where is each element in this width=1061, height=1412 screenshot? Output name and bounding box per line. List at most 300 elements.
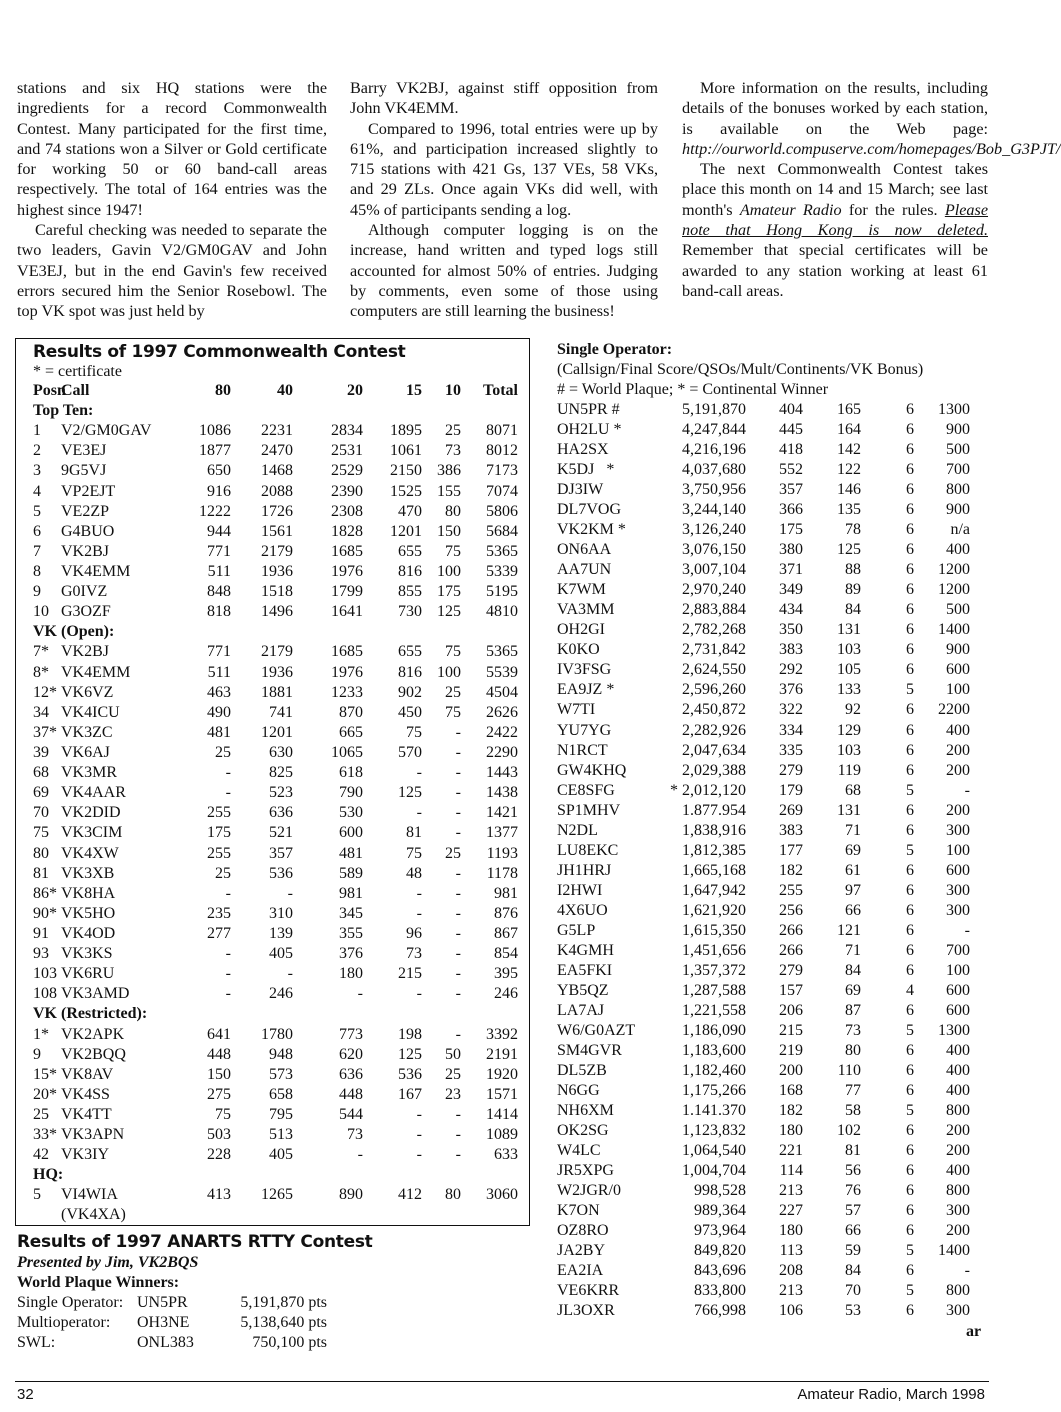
- cell-qsos: 168: [779, 1082, 803, 1100]
- table-row: [16, 984, 531, 1004]
- cell-final-score: 1,621,920: [682, 901, 746, 919]
- cell-callsign: G3OZF: [61, 603, 111, 621]
- cell-vk-bonus: 900: [946, 421, 970, 439]
- cell-final-score: 2,624,550: [682, 661, 746, 679]
- table-row: [16, 1025, 531, 1045]
- cell-vk-bonus: 100: [946, 841, 970, 859]
- cell-vk-bonus: 200: [946, 761, 970, 779]
- winner-row: [17, 1293, 517, 1313]
- cell-vk-bonus: 800: [946, 1102, 970, 1120]
- winner-score: 5,138,640 pts: [240, 1314, 327, 1331]
- cell-mult: 103: [837, 641, 861, 659]
- cell-vk-bonus: 900: [946, 641, 970, 659]
- cell-total: 3060: [486, 1186, 518, 1204]
- cell-callsign: VI4WIA: [61, 1186, 118, 1204]
- table-row: [557, 1161, 992, 1181]
- table-row: [557, 480, 992, 500]
- cell-mult: 105: [837, 661, 861, 679]
- cell-callsign: VK4AAR: [61, 784, 126, 802]
- cell-final-score: 1.877.954: [682, 801, 746, 819]
- cell-total: 1920: [486, 1065, 518, 1083]
- header-band-80: 80: [215, 382, 231, 399]
- table-row: [557, 1261, 992, 1281]
- cell-qsos: 383: [779, 641, 803, 659]
- cell-mult: 81: [845, 1142, 861, 1160]
- cell-vk-bonus: 700: [946, 461, 970, 479]
- cell-band-20: 73: [347, 1126, 363, 1144]
- cell-band-40: 825: [269, 764, 293, 782]
- cell-mult: 135: [837, 501, 861, 519]
- table-row: [557, 901, 992, 921]
- cell-band-20: 180: [339, 965, 363, 983]
- end-mark: ar: [966, 1323, 982, 1340]
- cell-band-80: 463: [207, 683, 231, 701]
- cell-band-80: 25: [215, 864, 231, 882]
- cell-total: 3392: [486, 1025, 518, 1043]
- cell-band-15: 81: [406, 824, 422, 842]
- cell-band-20: 1976: [331, 663, 363, 681]
- cell-continents: 6: [906, 641, 914, 659]
- cell-callsign: VK4XW: [61, 844, 119, 862]
- table-row: [557, 560, 992, 580]
- cell-total: 1571: [486, 1085, 518, 1103]
- cell-callsign: VK3AMD: [61, 985, 130, 1003]
- rtty-presenter: Presented by Jim, VK2BQS: [17, 1254, 199, 1271]
- cell-callsign: VK3MR: [61, 764, 118, 782]
- cell-continents: 6: [906, 761, 914, 779]
- cell-band-15: 125: [398, 1045, 422, 1063]
- cell-band-10: 73: [445, 442, 461, 460]
- cell-band-80: -: [225, 965, 231, 983]
- cell-qsos: 279: [779, 961, 803, 979]
- cell-band-10: 25: [445, 844, 461, 862]
- cell-band-40: 405: [269, 945, 293, 963]
- cell-vk-bonus: 800: [946, 1282, 970, 1300]
- cell-band-15: -: [416, 1105, 422, 1123]
- cell-band-15: -: [416, 884, 422, 902]
- cell-qsos: 219: [779, 1042, 803, 1059]
- table-row: [16, 1045, 531, 1065]
- cell-total: 8071: [486, 422, 518, 440]
- cell-mult: 110: [837, 1062, 861, 1080]
- cell-band-40: 1561: [261, 522, 293, 540]
- cell-band-15: 73: [406, 945, 422, 963]
- cell-band-80: 511: [207, 562, 231, 580]
- cell-band-15: 570: [398, 743, 422, 761]
- cell-position: 91: [33, 924, 49, 942]
- cell-mult: 84: [845, 1262, 861, 1280]
- cell-final-score: 1,451,656: [682, 941, 746, 959]
- cell-continents: 5: [906, 681, 914, 699]
- cell-band-80: 150: [207, 1065, 231, 1083]
- cell-callsign: VK5HO: [61, 904, 116, 922]
- cell-position: 1*: [33, 1025, 49, 1043]
- cell-band-10: 75: [445, 542, 461, 560]
- cell-callsign: VK2BJ: [61, 542, 110, 560]
- cell-total: 867: [494, 924, 518, 942]
- cell-band-40: 2231: [261, 422, 293, 440]
- table-row: [16, 944, 531, 964]
- cell-vk-bonus: 300: [946, 821, 970, 839]
- winner-category: SWL:: [17, 1334, 56, 1351]
- winner-score: 5,191,870 pts: [240, 1294, 327, 1311]
- cell-total: 1421: [486, 804, 518, 822]
- article-paragraph: [682, 78, 1061, 159]
- cell-mult: 77: [845, 1082, 861, 1100]
- cell-band-40: 1936: [261, 663, 293, 681]
- cell-band-15: 412: [398, 1186, 422, 1204]
- web-url-link[interactable]: http://ourworld.compuserve.com/homepages/Bob_G3PJT/: [682, 139, 1061, 158]
- cell-position: 8: [33, 562, 41, 580]
- cell-callsign: VK3CIM: [61, 824, 123, 842]
- cell-mult: 69: [845, 841, 861, 859]
- cell-position: 81: [33, 864, 49, 882]
- cell-band-20: 1641: [331, 603, 363, 621]
- cell-final-score: 3,007,104: [682, 561, 746, 579]
- cell-qsos: 383: [779, 821, 803, 839]
- table-row: [16, 783, 531, 803]
- cell-final-score: 1,221,558: [682, 1001, 746, 1019]
- table-row: [16, 461, 531, 481]
- cell-band-40: 523: [269, 784, 293, 802]
- cell-callsign: LA7AJ: [557, 1001, 605, 1019]
- cell-band-20: 1065: [331, 743, 363, 761]
- cell-mult: 80: [845, 1042, 861, 1059]
- commonwealth-title: Results of 1997 Commonwealth Contest: [33, 342, 406, 362]
- cell-band-10: 175: [437, 583, 461, 601]
- cell-total: 1414: [486, 1105, 518, 1123]
- cell-band-40: 1518: [261, 583, 293, 601]
- cell-band-80: 650: [207, 462, 231, 480]
- cell-position: 69: [33, 784, 49, 802]
- cell-mult: 61: [845, 861, 861, 879]
- cell-callsign: G4BUO: [61, 522, 115, 540]
- cell-band-20: 1685: [331, 542, 363, 560]
- table-row: [16, 502, 531, 522]
- world-plaque-list: [17, 1293, 517, 1353]
- cell-vk-bonus: -: [964, 781, 970, 799]
- table-row: [557, 1121, 992, 1141]
- table-row: [557, 440, 992, 460]
- cell-position: 9: [33, 583, 41, 601]
- cell-band-10: -: [455, 965, 461, 983]
- cell-continents: 6: [906, 1162, 914, 1180]
- cell-band-80: -: [225, 784, 231, 802]
- cell-band-20: 1685: [331, 643, 363, 661]
- cell-band-80: -: [225, 884, 231, 902]
- cell-total: 854: [494, 945, 518, 963]
- cell-band-20: 448: [339, 1085, 363, 1103]
- cell-callsign: OZ8RO: [557, 1222, 609, 1240]
- cell-final-score: 2,782,268: [682, 621, 746, 639]
- cell-band-80: 916: [207, 482, 231, 500]
- cell-band-10: 23: [445, 1085, 461, 1103]
- cell-callsign: VK8HA: [61, 884, 116, 902]
- cell-band-80: 25: [215, 743, 231, 761]
- cell-continents: 6: [906, 901, 914, 919]
- cell-band-10: -: [455, 864, 461, 882]
- cell-vk-bonus: 300: [946, 881, 970, 899]
- cell-qsos: 371: [779, 561, 803, 579]
- cell-final-score: 1.141.370: [682, 1102, 746, 1120]
- cell-callsign: K5DJ *: [557, 461, 615, 479]
- cell-qsos: 114: [779, 1162, 803, 1180]
- table-row: [557, 600, 992, 620]
- cell-band-15: 75: [406, 844, 422, 862]
- cell-mult: 131: [837, 801, 861, 819]
- cell-band-15: -: [416, 804, 422, 822]
- cell-qsos: 404: [779, 401, 803, 418]
- winner-callsign: UN5PR: [137, 1294, 188, 1311]
- winner-score: 750,100 pts: [252, 1334, 327, 1351]
- cell-band-20: 981: [339, 884, 363, 902]
- cell-band-40: 1780: [261, 1025, 293, 1043]
- cell-callsign: DJ3IW: [557, 481, 604, 499]
- cell-qsos: 357: [779, 481, 803, 499]
- cell-band-40: 405: [269, 1146, 293, 1164]
- cell-band-20: 870: [339, 703, 363, 721]
- cell-band-40: 1726: [261, 502, 293, 520]
- cell-band-15: -: [416, 1146, 422, 1164]
- table-row: [16, 522, 531, 542]
- cell-total: 4810: [486, 603, 518, 621]
- table-row: [16, 904, 531, 924]
- cell-qsos: 350: [779, 621, 803, 639]
- cell-band-20: 2308: [331, 502, 363, 520]
- cell-continents: 6: [906, 601, 914, 619]
- cell-continents: 6: [906, 1082, 914, 1100]
- cell-final-score: 2,883,884: [682, 601, 746, 619]
- cell-band-80: 235: [207, 904, 231, 922]
- cell-band-10: -: [455, 904, 461, 922]
- table-row: [557, 1301, 992, 1321]
- cell-continents: 6: [906, 881, 914, 899]
- cell-final-score: 989,364: [694, 1202, 746, 1220]
- cell-band-80: 771: [207, 542, 231, 560]
- table-row: [557, 1201, 992, 1221]
- cell-vk-bonus: 600: [946, 1001, 970, 1019]
- cell-callsign: VK6RU: [61, 965, 115, 983]
- cell-band-15: -: [416, 985, 422, 1003]
- cell-band-10: -: [455, 1025, 461, 1043]
- cell-callsign: VK2BJ: [61, 643, 110, 661]
- cell-band-20: 2834: [331, 422, 363, 440]
- cell-position: 20*: [33, 1085, 57, 1103]
- cell-final-score: 1,064,540: [682, 1142, 746, 1160]
- cell-callsign: I2HWI: [557, 881, 603, 899]
- cell-callsign: VA3MM: [557, 601, 615, 619]
- table-row: [16, 421, 531, 441]
- article-column-3: [682, 78, 1061, 301]
- cell-band-40: 741: [269, 703, 293, 721]
- cell-final-score: 3,126,240: [682, 521, 746, 539]
- cell-vk-bonus: 400: [946, 1162, 970, 1180]
- cell-position: 75: [33, 824, 49, 842]
- cell-callsign: VK4OD: [61, 924, 116, 942]
- cell-callsign: VK2APK: [61, 1025, 125, 1043]
- cell-mult: 71: [845, 821, 861, 839]
- table-row: [557, 821, 992, 841]
- table-row: [557, 700, 992, 720]
- table-row: [557, 1001, 992, 1021]
- cell-band-40: 1201: [261, 723, 293, 741]
- cell-band-10: 386: [437, 462, 461, 480]
- cell-mult: 142: [837, 441, 861, 459]
- cell-band-10: 155: [437, 482, 461, 500]
- cell-band-80: -: [225, 985, 231, 1003]
- cell-band-10: -: [455, 1126, 461, 1144]
- cell-vk-bonus: 400: [946, 1082, 970, 1100]
- cell-continents: 6: [906, 541, 914, 559]
- cell-final-score: 849,820: [694, 1242, 746, 1260]
- cell-band-80: 641: [207, 1025, 231, 1043]
- cell-callsign: JH1HRJ: [557, 861, 612, 879]
- cell-band-15: 655: [398, 643, 422, 661]
- cell-callsign: SM4GVR: [557, 1042, 622, 1059]
- article-paragraph: Although computer logging is on the increase, hand written and typed logs still accounted for almost 50% of entries. Judging by comments, even some of those using computers are still learning the business!: [350, 221, 658, 321]
- cell-position: 42: [33, 1146, 49, 1164]
- cell-mult: 122: [837, 461, 861, 479]
- cell-mult: 68: [845, 781, 861, 799]
- cell-qsos: 182: [779, 861, 803, 879]
- table-row: [557, 640, 992, 660]
- cell-vk-bonus: 600: [946, 861, 970, 879]
- cell-continents: 6: [906, 521, 914, 539]
- cell-qsos: 213: [779, 1282, 803, 1300]
- cell-mult: 58: [845, 1102, 861, 1120]
- cell-callsign: OH2GI: [557, 621, 605, 639]
- cell-band-40: 2470: [261, 442, 293, 460]
- cell-vk-bonus: 500: [946, 441, 970, 459]
- cell-total: 5684: [486, 522, 518, 540]
- cell-position: 7*: [33, 643, 49, 661]
- header-total: Total: [483, 382, 518, 399]
- article-text: More information on the results, including details of the bonuses worked by each station, is available on the Web page:: [682, 79, 988, 138]
- cell-band-40: 1265: [261, 1186, 293, 1204]
- cell-band-80: -: [225, 764, 231, 782]
- header-position: Posn: [33, 382, 66, 399]
- cell-final-score: 1,287,588: [682, 981, 746, 999]
- cell-continents: 6: [906, 401, 914, 418]
- cell-vk-bonus: 300: [946, 1302, 970, 1320]
- cell-final-score: 2,282,926: [682, 721, 746, 739]
- cell-continents: 6: [906, 1302, 914, 1320]
- cell-position: 15*: [33, 1065, 57, 1083]
- cell-band-20: -: [357, 985, 363, 1003]
- cell-mult: 121: [837, 921, 861, 939]
- cell-qsos: 180: [779, 1122, 803, 1140]
- cell-mult: 103: [837, 741, 861, 759]
- cell-band-80: 490: [207, 703, 231, 721]
- cell-qsos: 445: [779, 421, 803, 439]
- cell-band-15: 730: [398, 603, 422, 621]
- cell-band-40: -: [287, 965, 293, 983]
- cell-callsign: 4X6UO: [557, 901, 608, 919]
- table-row: [16, 763, 531, 783]
- cell-callsign: VK2DID: [61, 804, 121, 822]
- cell-callsign: VK2KM *: [557, 521, 626, 539]
- cell-continents: 6: [906, 1182, 914, 1200]
- cell-band-40: 2179: [261, 643, 293, 661]
- cell-band-80: 503: [207, 1126, 231, 1144]
- cell-band-80: 255: [207, 844, 231, 862]
- cell-continents: 6: [906, 941, 914, 959]
- table-row: [16, 663, 531, 683]
- cell-callsign: VK2BQQ: [61, 1045, 126, 1063]
- cell-final-score: 2,970,240: [682, 581, 746, 599]
- table-header: [16, 381, 531, 401]
- cell-qsos: 366: [779, 501, 803, 519]
- cell-callsign: VK3ZC: [61, 723, 113, 741]
- cell-callsign: VK4EMM: [61, 562, 131, 580]
- cell-final-score: 1,357,372: [682, 961, 746, 979]
- cell-band-80: 1086: [199, 422, 231, 440]
- single-operator-results: [557, 340, 992, 1321]
- cell-final-score: 1,615,350: [682, 921, 746, 939]
- cell-band-20: 345: [339, 904, 363, 922]
- cell-band-20: -: [357, 1146, 363, 1164]
- cell-mult: 70: [845, 1282, 861, 1300]
- cell-position: 90*: [33, 904, 57, 922]
- cell-vk-bonus: -: [964, 921, 970, 939]
- table-row: [16, 582, 531, 602]
- cell-continents: 6: [906, 421, 914, 439]
- cell-mult: 129: [837, 721, 861, 739]
- cell-total: 2290: [486, 743, 518, 761]
- cell-band-80: 413: [207, 1186, 231, 1204]
- cell-band-20: 589: [339, 864, 363, 882]
- rtty-title: Results of 1997 ANARTS RTTY Contest: [17, 1232, 373, 1252]
- table-row: [16, 823, 531, 843]
- cell-position: 3: [33, 462, 41, 480]
- cell-total: 1089: [486, 1126, 518, 1144]
- cell-vk-bonus: 800: [946, 1182, 970, 1200]
- cell-position: 25: [33, 1105, 49, 1123]
- cell-callsign: VE6KRR: [557, 1282, 620, 1300]
- cell-band-15: 470: [398, 502, 422, 520]
- cell-total: 5365: [486, 542, 518, 560]
- section-label: Top Ten:: [33, 402, 94, 420]
- cell-qsos: 221: [779, 1142, 803, 1160]
- cell-band-10: -: [455, 824, 461, 842]
- cell-band-20: 620: [339, 1045, 363, 1063]
- table-row: [557, 1041, 992, 1061]
- cell-continents: 6: [906, 1001, 914, 1019]
- cell-callsign: VK4TT: [61, 1105, 112, 1123]
- cell-mult: 102: [837, 1122, 861, 1140]
- cell-band-10: -: [455, 743, 461, 761]
- article-paragraph: stations and six HQ stations were the ingredients for a record Commonwealth Contest. Many participated for the first time, and 74 stations won a Silver or Gold certificate for working 50 or 60 band-call areas respectively. The total of 164 entries was the highest since 1947!: [17, 79, 327, 219]
- cell-continents: 4: [906, 981, 914, 999]
- cell-continents: 6: [906, 921, 914, 939]
- cell-qsos: 269: [779, 801, 803, 819]
- single-operator-legend: # = World Plaque; * = Continental Winner: [557, 381, 829, 398]
- cell-total: 981: [494, 884, 518, 902]
- cell-band-10: 75: [445, 703, 461, 721]
- header-band-40: 40: [277, 382, 293, 399]
- cell-vk-bonus: 400: [946, 541, 970, 559]
- cell-total: 1438: [486, 784, 518, 802]
- page-number: 32: [17, 1386, 34, 1403]
- cell-total: 8012: [486, 442, 518, 460]
- cell-total: 395: [494, 965, 518, 983]
- cell-band-10: -: [455, 764, 461, 782]
- cell-mult: 165: [837, 401, 861, 418]
- cell-callsign: VK3XB: [61, 864, 115, 882]
- cell-band-80: 481: [207, 723, 231, 741]
- cell-position: 108: [33, 985, 57, 1003]
- table-row: [16, 884, 531, 904]
